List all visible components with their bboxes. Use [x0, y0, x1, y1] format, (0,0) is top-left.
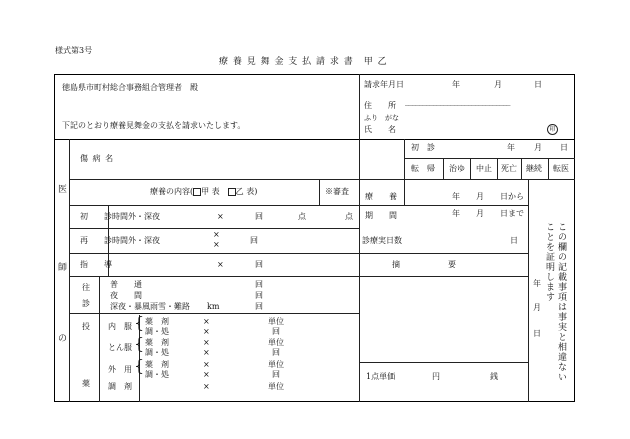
line — [69, 276, 528, 277]
request-day: 日 — [534, 80, 542, 89]
summary-label: 摘 要 — [392, 260, 456, 269]
checkbox-kou[interactable] — [193, 188, 201, 196]
certification-text-2: ことを証明します — [544, 222, 554, 302]
care-period-to: 年 月 日まで — [452, 209, 524, 218]
medication-label-bottom: 薬 — [82, 379, 90, 388]
line — [443, 158, 444, 179]
line — [404, 158, 575, 159]
side-vline — [69, 139, 70, 402]
seal-mark: 印 — [547, 124, 558, 135]
form-title: 療 養 見 舞 金 支 払 請 求 書 甲 乙 — [219, 57, 388, 67]
address-line[interactable]: ______________________________ — [405, 97, 510, 106]
outcome-option[interactable]: 中止 — [476, 164, 492, 173]
revisit-label: 再 診 — [80, 236, 112, 245]
revisit-type: 時間外・深夜 — [112, 236, 160, 245]
initial-visit-label: 初 診 — [411, 143, 435, 152]
line — [470, 158, 471, 179]
side-label-1: 医 — [58, 185, 68, 195]
line — [319, 179, 320, 205]
unit-label: 単位 — [268, 317, 284, 326]
count-label: 回 — [272, 370, 280, 379]
first-visit-points: 点 — [298, 212, 306, 221]
drug-label: 薬 剤 — [145, 360, 169, 369]
revisit-x2: × — [213, 240, 220, 249]
brace-icon: { — [134, 313, 145, 332]
furigana-label: ふり がな — [364, 114, 399, 122]
line — [521, 158, 522, 179]
brace-icon: { — [134, 334, 145, 353]
unit-price-label: 1点単価 — [366, 372, 396, 381]
line — [497, 158, 498, 179]
count-label: 回 — [272, 327, 280, 336]
outcome-option[interactable]: 継続 — [526, 164, 542, 173]
treatment-otsu: 乙 表) — [235, 187, 258, 196]
side-label-2: 師 — [58, 263, 68, 273]
actual-days-unit: 日 — [510, 236, 518, 245]
first-visit-label: 初 診 — [80, 212, 112, 221]
line — [359, 362, 528, 363]
side-label-3: の — [58, 334, 68, 344]
line — [404, 139, 405, 205]
request-year: 年 — [452, 80, 460, 89]
tonpuku-label: とん服 — [108, 343, 132, 352]
initial-visit-year: 年 — [507, 143, 515, 152]
prep-label: 調・処 — [145, 327, 169, 336]
line — [548, 158, 549, 179]
home-visit-normal: 普 通 — [110, 280, 142, 289]
x-mark: × — [203, 317, 210, 326]
cert-day: 日 — [533, 329, 541, 338]
drug-label: 薬 剤 — [145, 317, 169, 326]
unit-price-sen: 銭 — [490, 372, 498, 381]
home-visit-count: 回 — [255, 302, 263, 311]
drug-label: 薬 剤 — [145, 338, 169, 347]
home-visit-km: km — [207, 302, 220, 311]
actual-days-label: 診療実日数 — [362, 236, 402, 245]
cert-year: 年 — [533, 279, 541, 288]
x-mark: × — [203, 348, 210, 357]
x-mark: × — [203, 338, 210, 347]
home-visit-night: 夜 間 — [110, 291, 142, 300]
line — [528, 179, 529, 402]
header-vline — [359, 74, 360, 402]
treatment-header — [150, 188, 257, 196]
care-period-label2: 期 間 — [365, 211, 397, 220]
home-visit-label1: 往 — [82, 283, 90, 292]
treatment-header-label: 療養の内容( — [150, 187, 194, 196]
care-period-label1: 療 養 — [365, 192, 397, 201]
home-visit-count: 回 — [255, 291, 263, 300]
x-mark: × — [203, 327, 210, 336]
revisit-count: 回 — [250, 236, 258, 245]
home-visit-late: 深夜・暴風雨雪・難路 — [110, 302, 190, 311]
certification-text-1: この欄の記載事項は事実と相違ない — [556, 222, 566, 382]
line — [69, 179, 575, 180]
request-month: 月 — [494, 80, 502, 89]
outcome-label: 転 帰 — [411, 164, 435, 173]
internal-label: 内 服 — [108, 322, 132, 331]
guidance-x: × — [217, 260, 224, 269]
home-visit-label2: 診 — [82, 299, 90, 308]
checkbox-otsu[interactable] — [228, 188, 236, 196]
review-label: ※審査 — [325, 187, 349, 196]
unit-label: 単位 — [268, 360, 284, 369]
care-period-from: 年 月 日から — [452, 192, 524, 201]
x-mark: × — [203, 360, 210, 369]
prep-label: 調・処 — [145, 348, 169, 357]
addressee: 徳島県市町村総合事務組合管理者 殿 — [62, 83, 198, 92]
cert-month: 月 — [533, 303, 541, 312]
first-visit-count: 回 — [255, 212, 263, 221]
address-label: 住 所 — [364, 101, 396, 110]
count-label: 回 — [272, 348, 280, 357]
initial-visit-day: 日 — [560, 143, 568, 152]
name-label: 氏 名 — [364, 125, 396, 134]
prep-label: 調・処 — [145, 370, 169, 379]
treatment-kou: 甲 表 — [201, 187, 220, 196]
revisit-x1: × — [213, 230, 220, 239]
initial-visit-month: 月 — [534, 143, 542, 152]
unit-label: 単位 — [268, 338, 284, 347]
request-date-label: 請求年月日 — [364, 80, 404, 89]
form-number: 様式第3号 — [55, 46, 93, 55]
dispensing-label: 調 剤 — [108, 382, 132, 391]
first-visit-type: 時間外・深夜 — [112, 212, 160, 221]
guidance-label: 指 導 — [80, 260, 112, 269]
header-divider — [54, 139, 575, 140]
first-visit-x: × — [217, 212, 224, 221]
home-visit-count: 回 — [255, 280, 263, 289]
line — [99, 276, 100, 402]
outcome-option[interactable]: 死亡 — [501, 164, 517, 173]
unit-label: 単位 — [268, 382, 284, 391]
request-statement: 下記のとおり療養見舞金の支払を請求いたします。 — [62, 121, 246, 130]
line — [69, 205, 528, 206]
outcome-option[interactable]: 転医 — [553, 164, 569, 173]
unit-price-yen: 円 — [432, 372, 440, 381]
medication-label-top: 投 — [82, 322, 90, 331]
x-mark: × — [203, 370, 210, 379]
line — [69, 313, 359, 314]
line — [69, 228, 359, 229]
x-mark: × — [203, 382, 210, 391]
outcome-option[interactable]: 治ゆ — [449, 164, 465, 173]
external-label: 外 用 — [108, 365, 132, 374]
first-visit-points2: 点 — [345, 212, 353, 221]
injury-name-label: 傷 病 名 — [80, 154, 115, 163]
brace-icon: { — [134, 356, 145, 375]
line — [69, 253, 528, 254]
guidance-count: 回 — [255, 260, 263, 269]
